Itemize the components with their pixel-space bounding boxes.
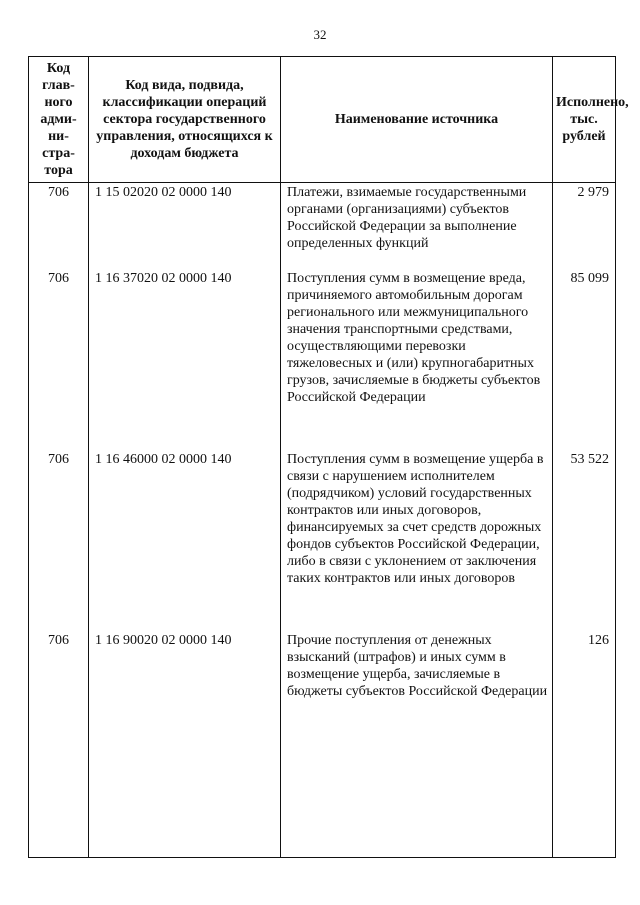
table-header (29, 57, 629, 183)
classification-code-cell: 1 16 37020 02 0000 140 (89, 269, 281, 450)
header-admin-code: Код глав-ного адми-ни-стра-тора (29, 57, 89, 183)
header-executed: Исполнено, тыс. рублей (553, 57, 616, 183)
amount-cell: 126 (553, 631, 616, 712)
table-filler-row (29, 712, 616, 858)
table-row (29, 183, 616, 270)
table-row (29, 269, 616, 450)
classification-code-cell: 1 16 46000 02 0000 140 (89, 450, 281, 631)
admin-code-cell: 706 (29, 269, 89, 450)
revenue-table (28, 56, 629, 858)
filler-cell (89, 712, 281, 858)
source-name-cell: Поступления сумм в возмещение ущерба в связи с нарушением исполнителем (подрядчиком) условий государственных контрактов или иных договоров, финансируемых за счет средств дорожных фондов субъектов Российской Федерации, либо в связи с уклонением от заключения таких контрактов или иных договоров (281, 450, 553, 631)
table-row (29, 631, 616, 712)
filler-cell (553, 712, 616, 858)
amount-cell: 53 522 (553, 450, 616, 631)
table-row (29, 450, 616, 631)
admin-code-cell: 706 (29, 450, 89, 631)
admin-code-cell: 706 (29, 183, 89, 270)
header-source-name: Наименование источника (281, 57, 553, 183)
classification-code-cell: 1 16 90020 02 0000 140 (89, 631, 281, 712)
page-number: 32 (313, 27, 327, 42)
admin-code-cell: 706 (29, 631, 89, 712)
source-name-cell: Платежи, взимаемые государственными органами (организациями) субъектов Российской Федерации за выполнение определенных функций (281, 183, 553, 270)
filler-cell (281, 712, 553, 858)
filler-cell (29, 712, 89, 858)
amount-cell: 2 979 (553, 183, 616, 270)
source-name-cell: Поступления сумм в возмещение вреда, причиняемого автомобильным дорогам регионального или межмуниципального значения транспортными средствами, осуществляющими перевозки тяжеловесных и (или) крупногабаритных грузов, зачисляемые в бюджеты субъектов Российской Федерации (281, 269, 553, 450)
header-type-code: Код вида, подвида, классификации операций сектора государственного управления, относящихся к доходам бюджета (89, 57, 281, 183)
classification-code-cell: 1 15 02020 02 0000 140 (89, 183, 281, 270)
source-name-cell: Прочие поступления от денежных взысканий (штрафов) и иных сумм в возмещение ущерба, зачисляемые в бюджеты субъектов Российской Федерации (281, 631, 553, 712)
amount-cell: 85 099 (553, 269, 616, 450)
